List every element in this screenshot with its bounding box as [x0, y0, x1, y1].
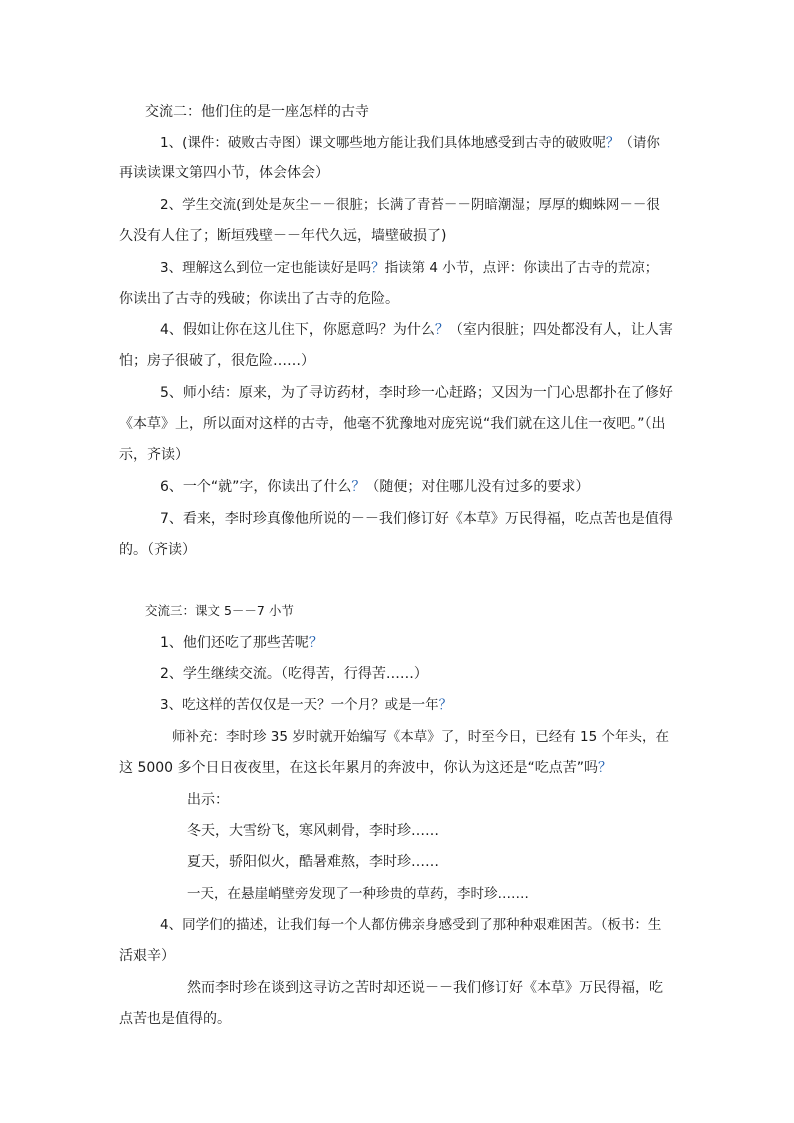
text-segment: 1、(课件：破败古寺图）课文哪些地方能让我们具体地感受到古寺的破败呢 [160, 135, 606, 151]
question-mark: ？ [598, 760, 613, 776]
text-segment: 5、师小结：原来，为了寻访药材，李时珍一心赶路；又因为一门心思都扑在了修好 [160, 385, 673, 401]
text-line-3 [119, 163, 329, 183]
text-line-18 [160, 664, 430, 684]
text-segment: 夏天，骄阳似火，酷暑难熬，李时珍…… [187, 854, 439, 870]
question-mark: ？ [605, 135, 620, 151]
text-line-6 [160, 258, 672, 278]
text-segment: 点苦也是值得的。 [119, 1011, 231, 1027]
question-mark: ？ [434, 322, 449, 338]
text-segment: 师补充：李时珍 35 岁时就开始编写《本草》了，时至今日，已经有 15 个年头，在 [172, 729, 670, 745]
text-segment: 4、假如让你在这儿住下，你愿意吗？为什么 [160, 322, 435, 338]
text-line-13 [160, 477, 600, 497]
text-segment: 7、看来，李时珍真像他所说的－－我们修订好《本草》万民得福，吃点苦也是值得 [160, 511, 673, 527]
text-line-29 [119, 1009, 244, 1029]
text-segment: 2、学生交流(到处是灰尘－－很脏；长满了青苔－－阴暗潮湿；厚厚的蜘蛛网－－很 [160, 197, 660, 213]
text-segment: 4、同学们的描述，让我们每一个人都仿佛亲身感受到了那种种艰难困苦。（板书：生 [160, 917, 662, 933]
text-segment: 出示： [187, 792, 229, 808]
text-line-2 [160, 133, 672, 153]
text-line-27 [119, 946, 189, 966]
text-line-12 [119, 445, 189, 465]
text-line-4 [160, 195, 672, 215]
text-line-5 [119, 226, 459, 246]
text-segment: 交流二：他们住的是一座怎样的古寺 [145, 104, 369, 120]
text-line-21 [119, 758, 639, 778]
text-segment: 一天，在悬崖峭壁旁发现了一种珍贵的草药，李时珍……. [187, 886, 529, 902]
text-segment: 2、学生继续交流。（吃得苦，行得苦……） [160, 666, 428, 682]
text-line-7 [119, 289, 399, 309]
text-line-11 [119, 414, 672, 434]
text-line-24 [187, 852, 447, 872]
text-segment: 指读第 4 小节，点评：你读出了古寺的荒凉； [384, 260, 659, 276]
text-segment: 冬天，大雪纷飞，寒风刺骨，李时珍…… [187, 823, 439, 839]
text-line-15 [119, 540, 199, 560]
text-line-26 [160, 915, 672, 935]
text-line-1 [145, 102, 385, 122]
text-line-25 [187, 884, 537, 904]
text-segment: 活艰辛） [119, 948, 175, 964]
text-line-10 [160, 383, 672, 403]
text-line-8 [160, 320, 672, 340]
text-line-23 [187, 821, 447, 841]
question-mark: ？ [351, 479, 366, 495]
text-segment: 3、吃这样的苦仅仅是一天？一个月？或是一年 [160, 697, 439, 713]
text-segment: （室内很脏；四处都没有人，让人害 [448, 322, 673, 338]
question-mark: ？ [308, 635, 323, 651]
text-segment: 交流三：课文 5－－7 小节 [145, 603, 294, 618]
text-segment: 的。（齐读） [119, 542, 196, 558]
text-line-17 [160, 633, 335, 653]
question-mark: ？ [371, 260, 385, 276]
text-segment: 示，齐读） [119, 447, 189, 463]
text-line-22 [187, 790, 237, 810]
text-segment: （随便；对住哪儿没有过多的要求） [365, 479, 590, 495]
text-segment: 怕；房子很破了，很危险……） [119, 353, 315, 369]
text-segment: 你读出了古寺的残破；你读出了古寺的危险。 [119, 291, 399, 307]
text-segment: 这 5000 多个日日夜夜里，在这长年累月的奔波中，你认为这还是“吃点苦”吗 [119, 760, 599, 776]
text-line-14 [160, 509, 672, 529]
text-segment: 再读读课文第四小节，体会体会） [119, 165, 329, 181]
text-segment: 6、一个“就”字，你读出了什么 [160, 479, 352, 495]
text-segment: 《本草》上，所以面对这样的古寺，他毫不犹豫地对庞宪说“我们就在这儿住一夜吧。”（出 [119, 416, 666, 432]
text-line-28 [187, 978, 672, 998]
text-segment: 久没有人住了；断垣残壁－－年代久远，墙壁破损了) [119, 228, 447, 244]
text-segment: 3、理解这么到位一定也能读好是吗 [160, 260, 372, 276]
text-segment: 然而李时珍在谈到这寻访之苦时却还说－－我们修订好《本草》万民得福，吃 [187, 980, 663, 996]
text-segment: 1、他们还吃了那些苦呢 [160, 635, 309, 651]
text-line-20 [172, 727, 672, 747]
question-mark: ？ [438, 697, 453, 713]
text-segment: （请你 [619, 135, 660, 151]
text-line-9 [119, 351, 319, 371]
text-line-19 [160, 695, 460, 715]
text-line-16 [145, 601, 295, 621]
